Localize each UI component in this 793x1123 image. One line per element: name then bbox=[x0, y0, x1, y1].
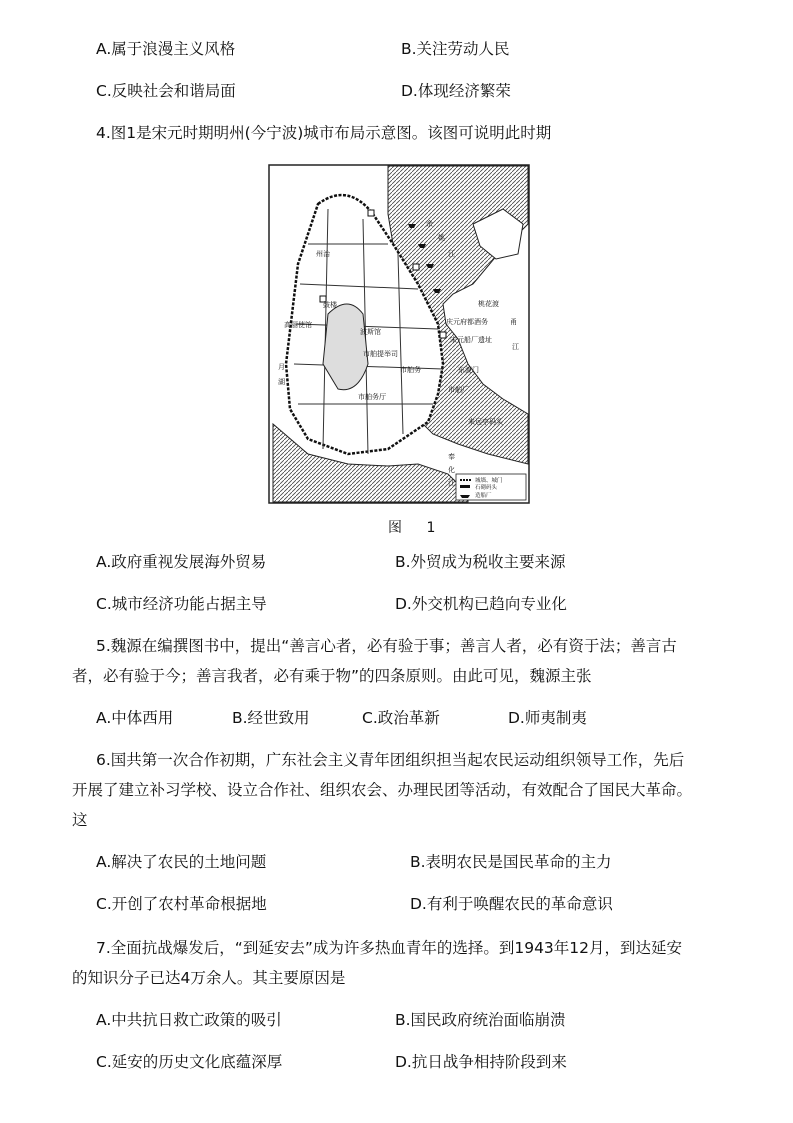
figure-caption: 图 1 bbox=[388, 520, 446, 536]
q5-option-b: B.经世致用 bbox=[232, 709, 310, 727]
q6-stem-line1: 6.国共第一次合作初期，广东社会主义青年团组织担当起农民运动组织领导工作，先后 bbox=[96, 751, 685, 769]
q6-option-d: D.有利于唤醒农民的革命意识 bbox=[410, 895, 613, 913]
label-yong: 甬 bbox=[510, 318, 517, 326]
label-jiang2: 江 bbox=[512, 343, 519, 351]
q3-option-a: A.属于浪漫主义风格 bbox=[96, 40, 236, 58]
label-yue: 月 bbox=[278, 363, 285, 371]
label-hu: 湖 bbox=[278, 378, 285, 386]
legend-shipyard: 造船厂 bbox=[475, 493, 492, 499]
q7-stem-line2: 的知识分子已达4万余人。其主要原因是 bbox=[72, 969, 346, 987]
q3-option-d: D.体现经济繁荣 bbox=[401, 82, 511, 100]
q4-option-c: C.城市经济功能占据主导 bbox=[96, 595, 267, 613]
label-dongdu: 东渡门 bbox=[458, 366, 479, 374]
q5-option-c: C.政治革新 bbox=[362, 709, 440, 727]
label-feng: 奉 bbox=[448, 453, 455, 461]
q5-option-d: D.师夷制夷 bbox=[508, 709, 587, 727]
q6-option-a: A.解决了农民的土地问题 bbox=[96, 853, 267, 871]
label-gaoli: 高丽使馆 bbox=[284, 321, 312, 329]
q7-option-a: A.中共抗日救亡政策的吸引 bbox=[96, 1011, 282, 1029]
label-jiang3: 江 bbox=[448, 479, 455, 487]
label-shibosi: 市舶提举司 bbox=[363, 350, 398, 358]
label-chuanchang2: 市舶厂 bbox=[448, 386, 469, 394]
q4-option-a: A.政府重视发展海外贸易 bbox=[96, 553, 267, 571]
ningbo-city-map bbox=[268, 164, 530, 504]
legend-dock: 石砌码头 bbox=[475, 485, 498, 491]
q4-stem: 4.图1是宋元时期明州(今宁波)城市布局示意图。该图可说明此时期 bbox=[96, 124, 552, 142]
label-gulou: 鼓楼 bbox=[323, 301, 337, 309]
label-zhouzhi: 州治 bbox=[316, 250, 330, 258]
label-jiang1: 江 bbox=[448, 250, 455, 258]
q4-option-d: D.外交机构已趋向专业化 bbox=[395, 595, 567, 613]
q5-option-a: A.中体西用 bbox=[96, 709, 174, 727]
q6-stem-line3: 这 bbox=[72, 811, 88, 829]
label-yu: 余 bbox=[426, 220, 433, 228]
q6-stem-line2: 开展了建立补习学校、设立合作社、组织农会、办理民团等活动，有效配合了国民大革命。 bbox=[72, 781, 693, 799]
q5-stem-line2: 者，必有验于今；善言我者，必有乘于物”的四条原则。由此可见，魏源主张 bbox=[72, 667, 592, 685]
q3-option-b: B.关注劳动人民 bbox=[401, 40, 510, 58]
q6-option-c: C.开创了农村革命根据地 bbox=[96, 895, 267, 913]
q7-stem-line1: 7.全面抗战爆发后，“到延安去”成为许多热血青年的选择。到1943年12月，到达延安 bbox=[96, 939, 683, 957]
label-chuanchang: 宋元船厂遗址 bbox=[450, 336, 492, 344]
legend-wall: 城墙、城门 bbox=[475, 478, 503, 484]
label-hua: 化 bbox=[448, 466, 455, 474]
label-taohua: 桃花渡 bbox=[478, 300, 499, 308]
q4-option-b: B.外贸成为税收主要来源 bbox=[395, 553, 566, 571]
label-bosi: 波斯馆 bbox=[360, 328, 381, 336]
q5-stem-line1: 5.魏源在编撰图书中，提出“善言心者，必有验于事；善言人者，必有资于法；善言古 bbox=[96, 637, 677, 655]
label-shibowuting: 市舶务厅 bbox=[358, 393, 386, 401]
q7-option-c: C.延安的历史文化底蕴深厚 bbox=[96, 1053, 283, 1071]
q7-option-b: B.国民政府统治面临崩溃 bbox=[395, 1011, 566, 1029]
q6-option-b: B.表明农民是国民革命的主力 bbox=[410, 853, 612, 871]
q3-option-c: C.反映社会和谐局面 bbox=[96, 82, 236, 100]
label-yuewu: 庆元府都酒务 bbox=[446, 318, 488, 326]
label-matou: 来远亭码头 bbox=[468, 418, 503, 426]
label-yao: 姚 bbox=[438, 234, 445, 242]
q7-option-d: D.抗日战争相持阶段到来 bbox=[395, 1053, 567, 1071]
label-shibowu: 市舶务 bbox=[400, 366, 421, 374]
